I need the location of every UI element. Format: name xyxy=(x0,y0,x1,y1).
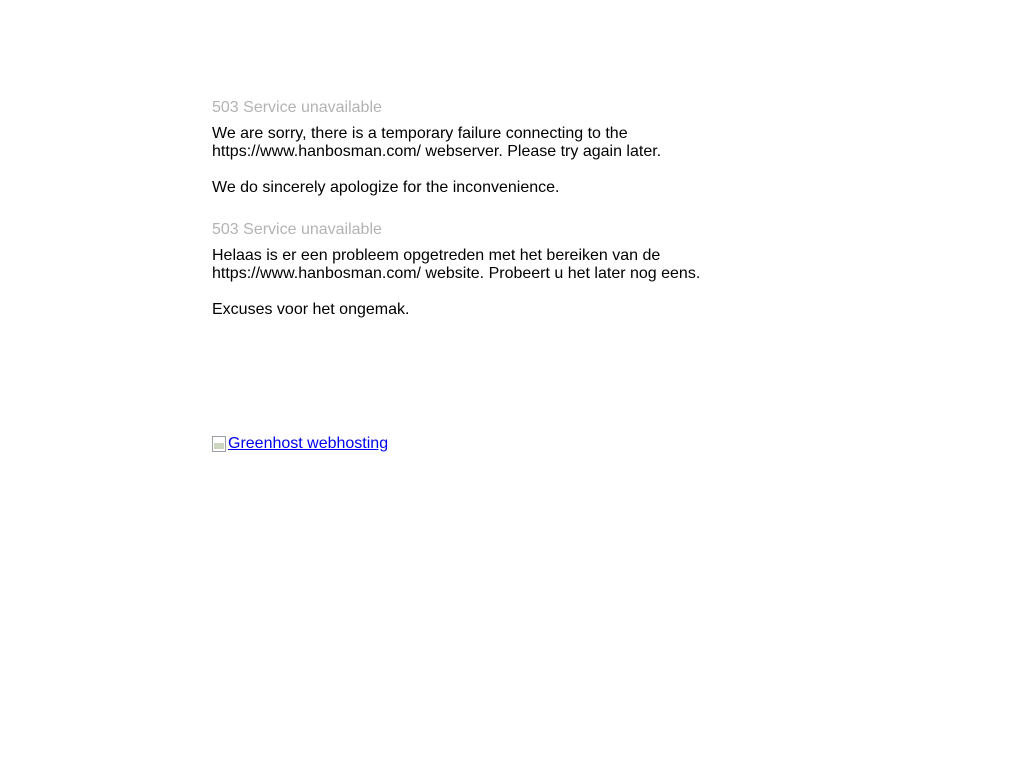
footer xyxy=(212,435,388,457)
apology-paragraph-dutch: Helaas is er een probleem opgetreden met het bereiken van de https://www.hanbosman.com/ website. Probeert u het later nog eens. xyxy=(212,247,701,282)
greenhost-link-text: Greenhost webhosting xyxy=(228,435,389,452)
apology-paragraph-english: We are sorry, there is a temporary failure connecting to the https://www.hanbosman.com/ webserver. Please try again later. xyxy=(212,125,662,160)
dutch-section xyxy=(212,221,732,319)
english-section xyxy=(212,99,732,197)
broken-image-icon xyxy=(212,436,226,452)
error-heading-english: 503 Service unavailable xyxy=(212,99,382,116)
inconvenience-paragraph-dutch: Excuses voor het ongemak. xyxy=(212,301,410,318)
error-heading-dutch: 503 Service unavailable xyxy=(212,221,382,238)
inconvenience-paragraph-english: We do sincerely apologize for the inconvenience. xyxy=(212,179,560,196)
error-content xyxy=(212,99,732,319)
greenhost-link[interactable] xyxy=(212,435,388,453)
